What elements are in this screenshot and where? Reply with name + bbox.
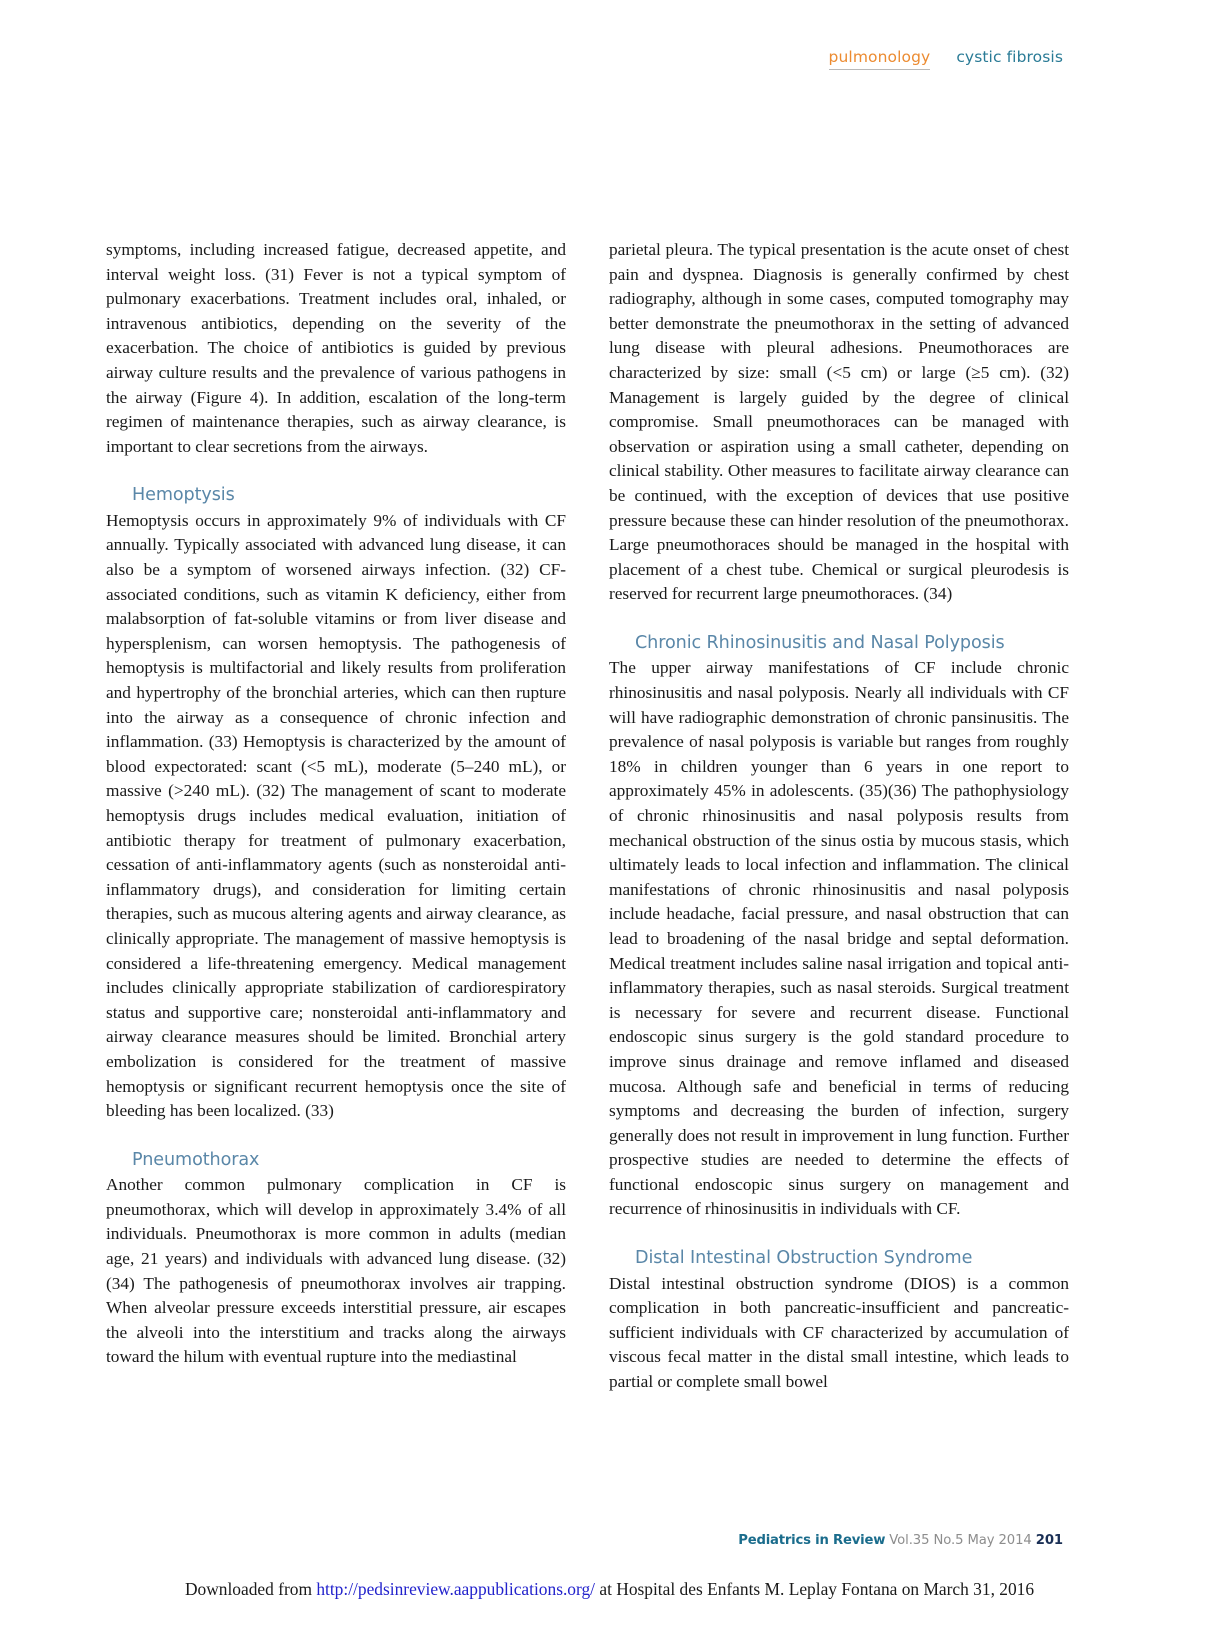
paragraph-continued-right: parietal pleura. The typical presentation is the acute onset of chest pain and dyspnea. Diagnosis is generally confirmed by chest radiography, although in some cases, computed tomography may better demonstrate the pneumothorax in the setting of advanced lung disease with pleural adhesions. Pneumothoraces are characterized by size: small (<5 cm) or large (≥5 cm). (32) Management is largely guided by the degree of clinical compromise. Small pneumothoraces can be managed with observation or aspiration using a small catheter, depending on clinical stability. Other measures to facilitate airway clearance can be continued, with the exception of devices that use positive pressure because these can hinder resolution of the pneumothorax. Large pneumothoraces should be managed in the hospital with placement of a chest tube. Chemical or surgical pleurodesis is reserved for recurrent large pneumothoraces. (34) bbox=[609, 240, 1069, 604]
running-head bbox=[829, 48, 1063, 70]
journal-title: Pediatrics in Review bbox=[738, 1533, 886, 1548]
section-body-chronic-rhinosinusitis: The upper airway manifestations of CF include chronic rhinosinusitis and nasal polyposis. Nearly all individuals with CF will have radiographic demonstration of chronic pansinusitis. The prevalence of nasal polyposis is variable but ranges from roughly 18% in children younger than 6 years in one report to approximately 45% in adolescents. (35)(36) The pathophysiology of chronic rhinosinusitis and nasal polyposis results from mechanical obstruction of the sinus ostia by mucous stasis, which ultimately leads to local infection and inflammation. The clinical manifestations of chronic rhinosinusitis and nasal polyposis include headache, facial pressure, and nasal obstruction that can lead to broadening of the nasal bridge and septal deformation. Medical treatment includes saline nasal irrigation and topical anti-inflammatory therapies, such as nasal steroids. Surgical treatment is necessary for severe and recurrent disease. Functional endoscopic sinus surgery is the gold standard procedure to improve sinus drainage and remove inflamed and diseased mucosa. Although safe and beneficial in terms of reducing symptoms and decreasing the burden of infection, surgery generally does not result in improvement in lung function. Further prospective studies are needed to determine the effects of functional endoscopic sinus surgery on management and recurrence of rhinosinusitis in individuals with CF. bbox=[609, 658, 1069, 1219]
section-body-pneumothorax: Another common pulmonary complication in CF is pneumothorax, which will develop in approximately 3.4% of all individuals. Pneumothorax is more common in adults (median age, 21 years) and individuals with advanced lung disease. (32)(34) The pathogenesis of pneumothorax involves air trapping. When alveolar pressure exceeds interstitial pressure, air escapes the alveoli into the interstitium and tracks along the airways toward the hilum with eventual rupture into the mediastinal bbox=[106, 1175, 566, 1367]
section-body-dios: Distal intestinal obstruction syndrome (DIOS) is a common complication in both pancreatic-insufficient and pancreatic-sufficient individuals with CF characterized by accumulation of viscous fecal matter in the distal small intestine, which leads to partial or complete small bowel bbox=[609, 1273, 1069, 1391]
journal-footer bbox=[0, 1533, 1063, 1548]
section-heading-pneumothorax: Pneumothorax bbox=[132, 1149, 260, 1170]
download-stamp-prefix: Downloaded from bbox=[184, 1579, 317, 1599]
download-stamp bbox=[0, 1579, 1219, 1600]
section-heading-hemoptysis: Hemoptysis bbox=[132, 485, 235, 506]
section-heading-dios: Distal Intestinal Obstruction Syndrome bbox=[635, 1248, 973, 1269]
download-stamp-suffix: at Hospital des Enfants M. Leplay Fontana on March 31, 2016 bbox=[595, 1579, 1035, 1599]
page-number: 201 bbox=[1035, 1533, 1063, 1548]
section-heading-chronic-rhinosinusitis: Chronic Rhinosinusitis and Nasal Polyposis bbox=[635, 632, 1005, 653]
right-column bbox=[609, 238, 1069, 1395]
left-column bbox=[106, 238, 566, 1395]
running-head-topic-primary: pulmonology bbox=[829, 48, 931, 70]
paragraph-continued-left: symptoms, including increased fatigue, decreased appetite, and interval weight loss. (31) Fever is not a typical symptom of pulmonary exacerbations. Treatment includes oral, inhaled, or intravenous antibiotics, depending on the severity of the exacerbation. The choice of antibiotics is guided by previous airway culture results and the prevalence of various pathogens in the airway (Figure 4). In addition, escalation of the long-term regimen of maintenance therapies, such as airway clearance, is important to clear secretions from the airways. bbox=[106, 240, 566, 456]
journal-issue: Vol.35 No.5 May 2014 bbox=[885, 1533, 1036, 1548]
running-head-topic-secondary: cystic fibrosis bbox=[956, 48, 1063, 66]
article-body bbox=[106, 238, 1069, 1395]
section-body-hemoptysis: Hemoptysis occurs in approximately 9% of individuals with CF annually. Typically associated with advanced lung disease, it can also be a symptom of worsened airways infection. (32) CF-associated conditions, such as vitamin K deficiency, either from malabsorption of fat-soluble vitamins or from liver disease and hypersplenism, can worsen hemoptysis. The pathogenesis of hemoptysis is multifactorial and likely results from proliferation and hypertrophy of the bronchial arteries, which can then rupture into the airway as a consequence of chronic infection and inflammation. (33) Hemoptysis is characterized by the amount of blood expectorated: scant (<5 mL), moderate (5–240 mL), or massive (>240 mL). (32) The management of scant to moderate hemoptysis drugs includes medical evaluation, initiation of antibiotic therapy for treatment of pulmonary exacerbation, cessation of anti-inflammatory agents (such as nonsteroidal anti-inflammatory drugs), and consideration for limiting certain therapies, such as mucous altering agents and airway clearance, as clinically appropriate. The management of massive hemoptysis is considered a life-threatening emergency. Medical management includes clinically appropriate stabilization of cardiorespiratory status and supportive care; nonsteroidal anti-inflammatory and airway clearance measures should be limited. Bronchial artery embolization is considered for the treatment of massive hemoptysis or significant recurrent hemoptysis once the site of bleeding has been localized. (33) bbox=[106, 510, 566, 1121]
download-stamp-url[interactable]: http://pedsinreview.aappublications.org/ bbox=[316, 1579, 596, 1599]
